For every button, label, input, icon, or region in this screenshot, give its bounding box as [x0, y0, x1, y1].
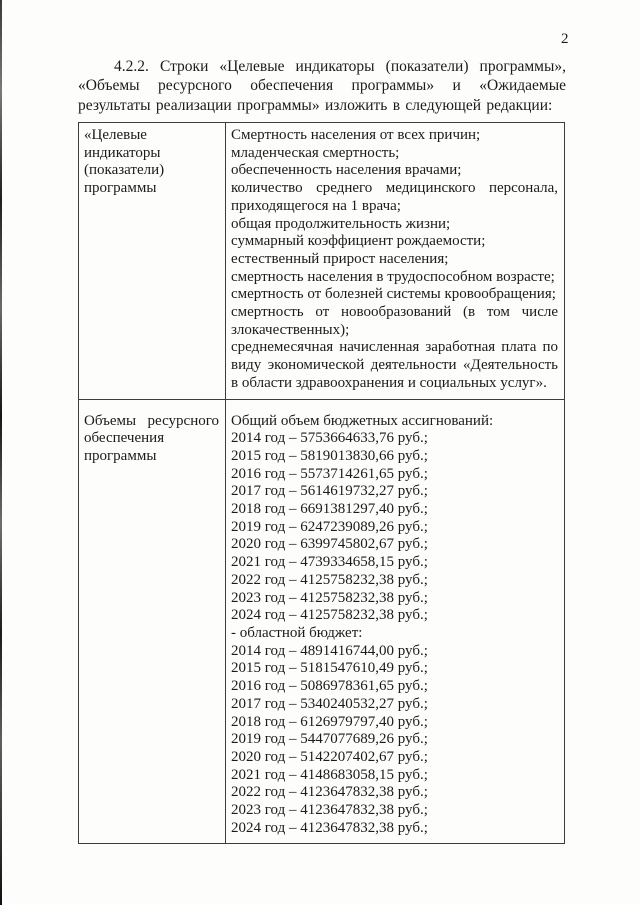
scan-edge-artifact	[0, 0, 2, 905]
cell-line: - областной бюджет:	[231, 624, 363, 641]
cell-line: 2023 год – 4123647832,38 руб.;	[231, 802, 428, 819]
cell-line: 2015 год – 5819013830,66 руб.;	[231, 447, 428, 464]
cell-line: 2017 год – 5340240532,27 руб.;	[231, 695, 428, 712]
row-content-target-indicators	[225, 123, 564, 399]
cell-line: 2014 год – 5753664633,76 руб.;	[231, 430, 428, 447]
cell-line: 2022 год – 4125758232,38 руб.;	[231, 571, 428, 588]
table-row-target-indicators	[79, 123, 564, 399]
cell-line: 2022 год – 4123647832,38 руб.;	[231, 784, 428, 801]
cell-line: 2024 год – 4123647832,38 руб.;	[231, 819, 428, 836]
cell-line: количество среднего медицинского персонала, приходящегося на 1 врача;	[231, 180, 558, 214]
cell-line: 2016 год – 5573714261,65 руб.;	[231, 465, 428, 482]
program-table	[78, 122, 565, 844]
cell-line: смертность населения в трудоспособном возрасте;	[231, 268, 555, 285]
cell-line: 2019 год – 6247239089,26 руб.;	[231, 518, 428, 535]
cell-line: Смертность населения от всех причин;	[231, 127, 481, 143]
cell-line: 2016 год – 5086978361,65 руб.;	[231, 678, 428, 695]
cell-line: среднемесячная начисленная заработная плата по виду экономической деятельности «Деятельность в области здравоохранения и социальных услуг».	[231, 339, 558, 391]
table-row-resource-volumes	[79, 399, 564, 844]
cell-line: 2023 год – 4125758232,38 руб.;	[231, 589, 428, 606]
row-content-resource-volumes	[225, 400, 564, 844]
cell-line: смертность от болезней системы кровообращения;	[231, 286, 556, 303]
cell-line: 2014 год – 4891416744,00 руб.;	[231, 642, 428, 659]
row-header-target-indicators: «Целевые индикаторы (показатели) программы	[84, 127, 165, 197]
cell-line: смертность от новообразований (в том числе злокачественных);	[231, 304, 558, 338]
cell-line: естественный прирост населения;	[231, 250, 449, 267]
cell-line: 2018 год – 6126979797,40 руб.;	[231, 713, 428, 730]
page-number: 2	[561, 31, 569, 47]
cell-line: 2017 год – 5614619732,27 руб.;	[231, 483, 428, 500]
cell-line: 2021 год – 4739334658,15 руб.;	[231, 554, 428, 571]
row-header-resource-volumes: Объемы ресурсного обеспечения программы	[84, 412, 219, 464]
cell-line: суммарный коэффициент рождаемости;	[231, 233, 486, 250]
cell-line: 2018 год – 6691381297,40 руб.;	[231, 501, 428, 518]
cell-line: 2020 год – 5142207402,67 руб.;	[231, 748, 428, 765]
cell-line: 2015 год – 5181547610,49 руб.;	[231, 660, 428, 677]
cell-line: 2019 год – 5447077689,26 руб.;	[231, 731, 428, 748]
cell-line: младенческая смертность;	[231, 144, 400, 161]
intro-paragraph: 4.2.2. Строки «Целевые индикаторы (показатели) программы», «Объемы ресурсного обеспечения программы» и «Ожидаемые результаты реализации программы» изложить в следующей редакции:	[78, 58, 566, 114]
cell-line: обеспеченность населения врачами;	[231, 162, 462, 179]
cell-line: 2021 год – 4148683058,15 руб.;	[231, 766, 428, 783]
cell-line: 2020 год – 6399745802,67 руб.;	[231, 536, 428, 553]
cell-line: 2024 год – 4125758232,38 руб.;	[231, 607, 428, 624]
cell-line: общая продолжительность жизни;	[231, 215, 451, 232]
cell-line: Общий объем бюджетных ассигнований:	[231, 412, 494, 429]
